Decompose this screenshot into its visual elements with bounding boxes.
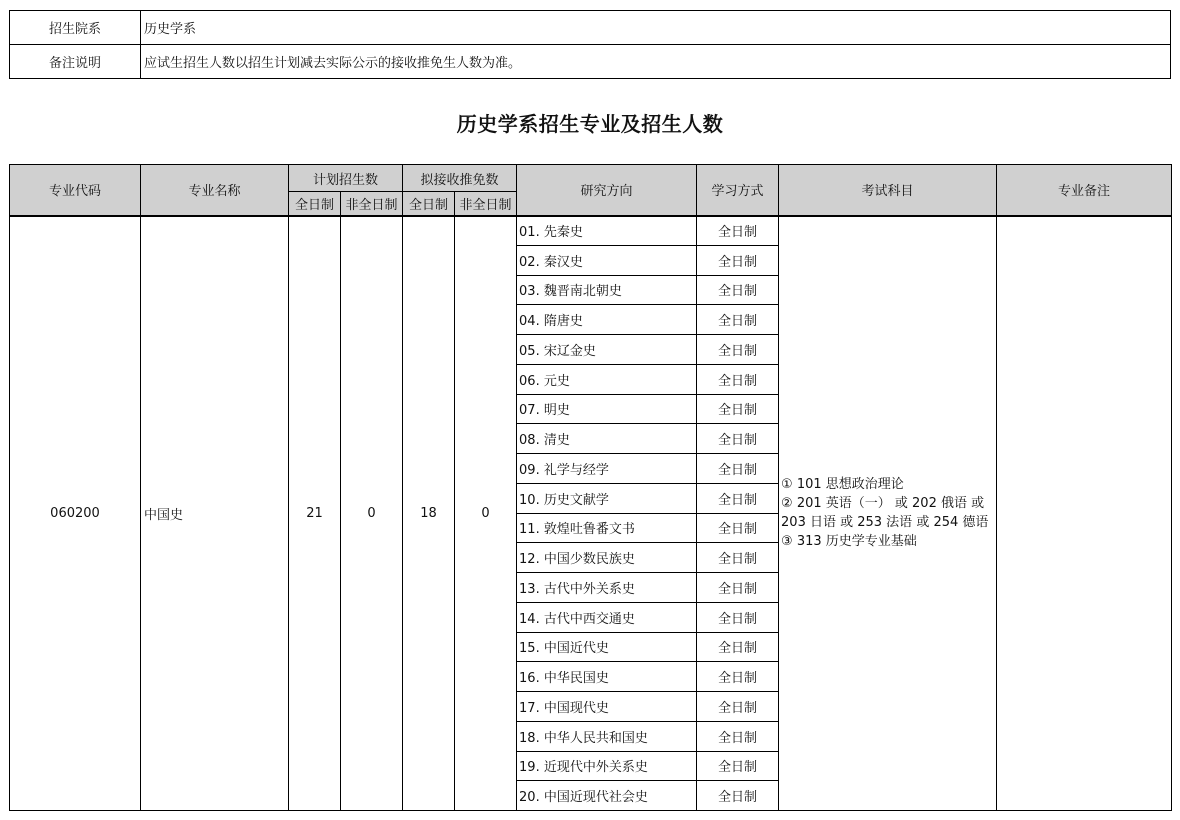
direction-name: 16. 中华民国史 bbox=[517, 662, 697, 692]
direction-mode: 全日制 bbox=[697, 573, 779, 603]
direction-name: 04. 隋唐史 bbox=[517, 305, 697, 335]
direction-name: 19. 近现代中外关系史 bbox=[517, 751, 697, 781]
direction-name: 07. 明史 bbox=[517, 394, 697, 424]
table-body bbox=[10, 216, 1172, 811]
direction-name: 17. 中国现代史 bbox=[517, 692, 697, 722]
direction-mode: 全日制 bbox=[697, 454, 779, 484]
direction-name: 14. 古代中西交通史 bbox=[517, 602, 697, 632]
table-row bbox=[10, 216, 1172, 246]
enrollment-table bbox=[9, 164, 1172, 811]
direction-name: 18. 中华人民共和国史 bbox=[517, 721, 697, 751]
direction-name: 09. 礼学与经学 bbox=[517, 454, 697, 484]
direction-mode: 全日制 bbox=[697, 632, 779, 662]
page-title: 历史学系招生专业及招生人数 bbox=[456, 112, 724, 136]
direction-mode: 全日制 bbox=[697, 275, 779, 305]
header-name: 专业名称 bbox=[141, 165, 289, 216]
exempt-parttime: 0 bbox=[455, 216, 517, 811]
direction-name: 10. 历史文献学 bbox=[517, 483, 697, 513]
header-plan-fulltime: 全日制 bbox=[289, 192, 341, 216]
direction-mode: 全日制 bbox=[697, 335, 779, 365]
exam-subject-line: ① 101 思想政治理论 bbox=[781, 477, 904, 493]
direction-name: 01. 先秦史 bbox=[517, 216, 697, 246]
exam-subject-line: 203 日语 或 253 法语 或 254 德语 bbox=[781, 515, 989, 531]
direction-name: 02. 秦汉史 bbox=[517, 245, 697, 275]
info-table bbox=[9, 10, 1171, 79]
direction-name: 06. 元史 bbox=[517, 364, 697, 394]
direction-name: 08. 清史 bbox=[517, 424, 697, 454]
direction-name: 20. 中国近现代社会史 bbox=[517, 781, 697, 811]
header-plan: 计划招生数 bbox=[289, 165, 403, 192]
direction-name: 15. 中国近代史 bbox=[517, 632, 697, 662]
header-subjects: 考试科目 bbox=[779, 165, 997, 216]
header-remark: 专业备注 bbox=[997, 165, 1172, 216]
note-value: 应试生招生人数以招生计划减去实际公示的接收推免生人数为准。 bbox=[141, 45, 1171, 79]
plan-parttime: 0 bbox=[341, 216, 403, 811]
direction-mode: 全日制 bbox=[697, 751, 779, 781]
plan-fulltime: 21 bbox=[289, 216, 341, 811]
major-remark bbox=[997, 216, 1172, 811]
info-row-note bbox=[10, 45, 1171, 79]
note-label: 备注说明 bbox=[10, 45, 141, 79]
info-row-dept bbox=[10, 11, 1171, 45]
direction-mode: 全日制 bbox=[697, 364, 779, 394]
exempt-fulltime: 18 bbox=[403, 216, 455, 811]
direction-mode: 全日制 bbox=[697, 216, 779, 246]
direction-name: 05. 宋辽金史 bbox=[517, 335, 697, 365]
direction-mode: 全日制 bbox=[697, 543, 779, 573]
exam-subjects bbox=[779, 216, 997, 811]
direction-mode: 全日制 bbox=[697, 721, 779, 751]
direction-mode: 全日制 bbox=[697, 781, 779, 811]
exam-subject-line: ② 201 英语（一） 或 202 俄语 或 bbox=[781, 496, 985, 512]
direction-mode: 全日制 bbox=[697, 305, 779, 335]
direction-mode: 全日制 bbox=[697, 245, 779, 275]
header-exempt-parttime: 非全日制 bbox=[455, 192, 517, 216]
direction-mode: 全日制 bbox=[697, 513, 779, 543]
direction-mode: 全日制 bbox=[697, 662, 779, 692]
direction-mode: 全日制 bbox=[697, 602, 779, 632]
direction-mode: 全日制 bbox=[697, 424, 779, 454]
direction-mode: 全日制 bbox=[697, 692, 779, 722]
direction-name: 03. 魏晋南北朝史 bbox=[517, 275, 697, 305]
header-exempt: 拟接收推免数 bbox=[403, 165, 517, 192]
dept-value: 历史学系 bbox=[141, 11, 1171, 45]
header-row-1 bbox=[10, 165, 1172, 192]
major-name: 中国史 bbox=[141, 216, 289, 811]
header-direction: 研究方向 bbox=[517, 165, 697, 216]
dept-label: 招生院系 bbox=[10, 11, 141, 45]
direction-name: 12. 中国少数民族史 bbox=[517, 543, 697, 573]
header-exempt-fulltime: 全日制 bbox=[403, 192, 455, 216]
direction-name: 13. 古代中外关系史 bbox=[517, 573, 697, 603]
direction-mode: 全日制 bbox=[697, 483, 779, 513]
header-plan-parttime: 非全日制 bbox=[341, 192, 403, 216]
header-code: 专业代码 bbox=[10, 165, 141, 216]
header-mode: 学习方式 bbox=[697, 165, 779, 216]
major-code: 060200 bbox=[10, 216, 141, 811]
direction-mode: 全日制 bbox=[697, 394, 779, 424]
direction-name: 11. 敦煌吐鲁番文书 bbox=[517, 513, 697, 543]
exam-subject-line: ③ 313 历史学专业基础 bbox=[781, 534, 917, 550]
